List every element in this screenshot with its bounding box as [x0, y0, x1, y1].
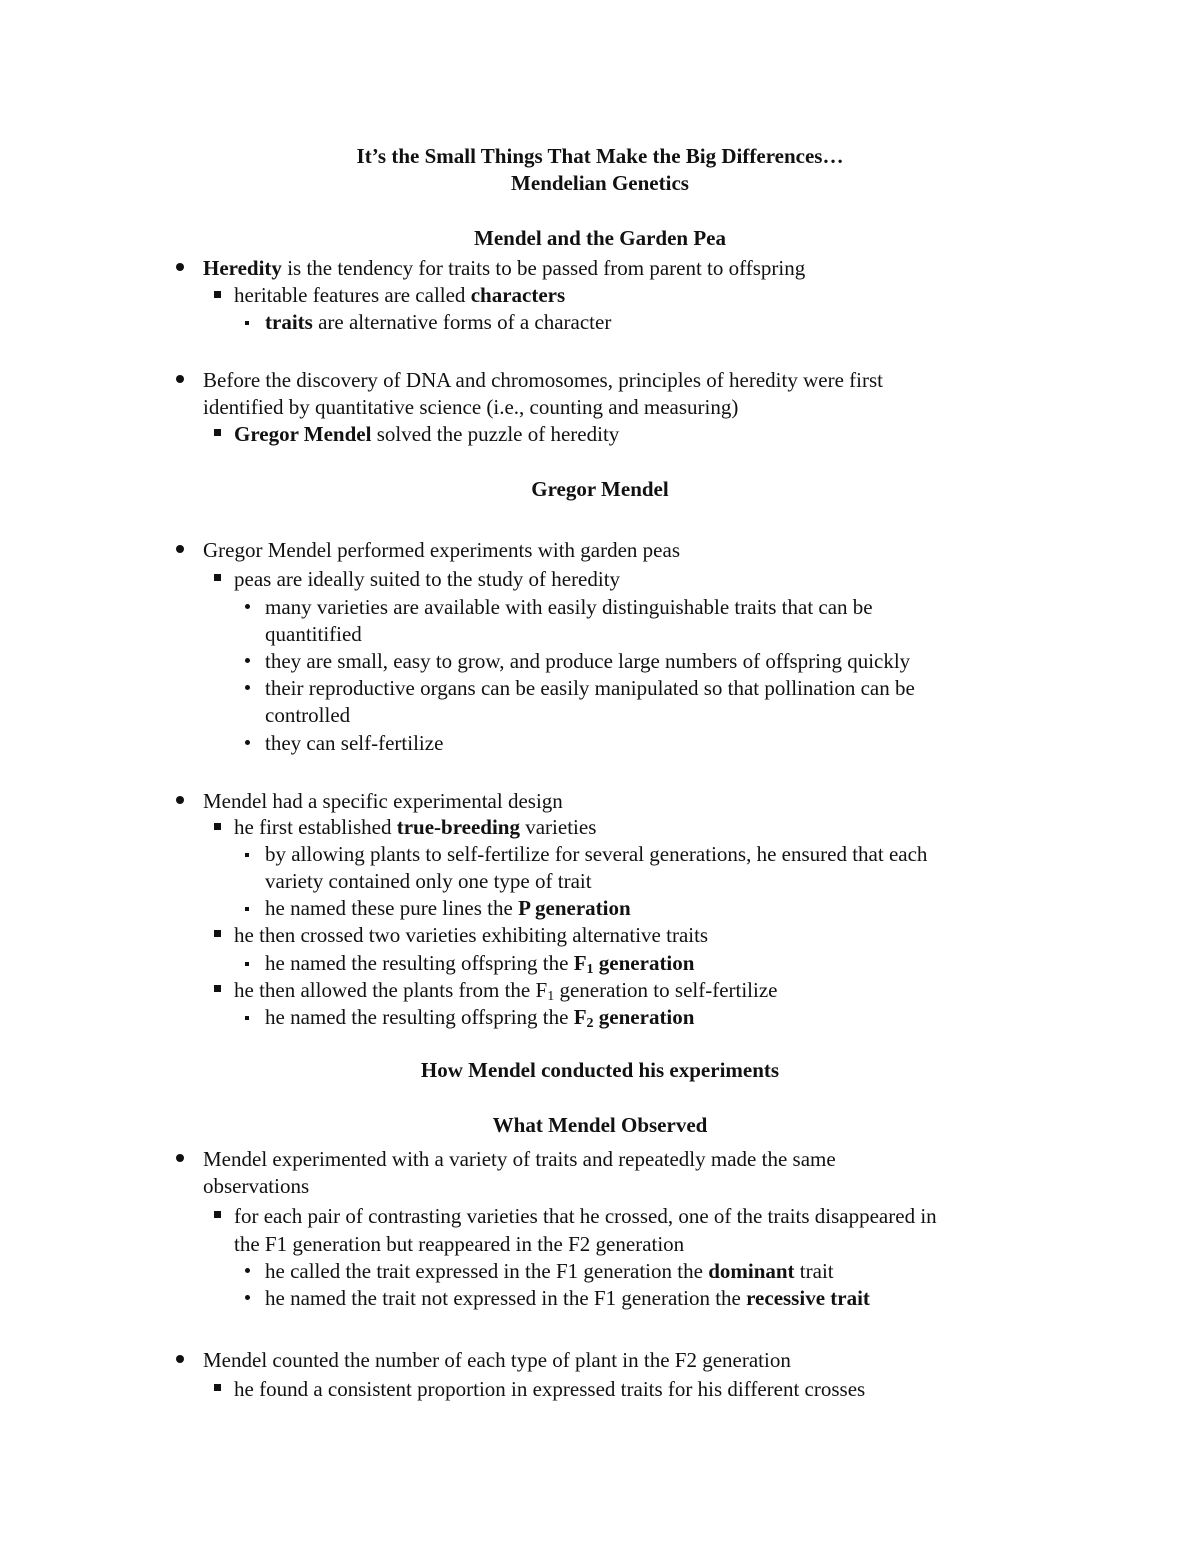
list-item: he then allowed the plants from the $F_1$ generation to self-fertilize — [234, 978, 778, 1004]
list-item-continuation: the F1 generation but reappeared in the F2 generation — [234, 1232, 685, 1256]
bullet-dot — [176, 545, 184, 553]
section-heading-what-mendel-observed: What Mendel Observed — [492, 1113, 708, 1137]
bullet-small-dot — [245, 1268, 250, 1273]
bullet-square — [214, 930, 221, 937]
list-item: he named the trait not expressed in the F1 generation the recessive trait — [265, 1286, 870, 1310]
bullet-square — [214, 574, 221, 581]
list-item: he found a consistent proportion in expressed traits for his different crosses — [234, 1377, 866, 1401]
document-title: It’s the Small Things That Make the Big Differences… — [356, 144, 844, 168]
section-heading-mendel-garden-pea: Mendel and the Garden Pea — [474, 226, 726, 250]
list-item: peas are ideally suited to the study of heredity — [234, 567, 621, 591]
list-item-continuation: observations — [203, 1174, 310, 1198]
bullet-square — [214, 291, 221, 298]
list-item: heritable features are called characters — [234, 283, 566, 307]
bullet-dot — [176, 796, 184, 804]
list-item-continuation: variety contained only one type of trait — [265, 869, 592, 893]
bullet-square — [214, 429, 221, 436]
list-item: traits are alternative forms of a character — [265, 310, 612, 334]
bullet-dot — [176, 1355, 184, 1363]
list-item: he named the resulting offspring the $F_1$ generation — [265, 951, 695, 977]
bullet-small-square — [245, 853, 249, 857]
list-item: Gregor Mendel performed experiments with garden peas — [203, 538, 680, 562]
list-item: he named these pure lines the P generation — [265, 896, 631, 920]
bullet-small-dot — [245, 685, 250, 690]
list-item: Mendel counted the number of each type of plant in the F2 generation — [203, 1348, 791, 1372]
list-item: many varieties are available with easily distinguishable traits that can be — [265, 595, 873, 619]
list-item: Gregor Mendel solved the puzzle of heredity — [234, 422, 620, 446]
bullet-square — [214, 985, 221, 992]
bullet-small-dot — [245, 740, 250, 745]
list-item-continuation: identified by quantitative science (i.e., counting and measuring) — [203, 395, 739, 419]
bullet-square — [214, 823, 221, 830]
bullet-square — [214, 1211, 221, 1218]
bullet-small-square — [245, 962, 249, 966]
list-item: their reproductive organs can be easily manipulated so that pollination can be — [265, 676, 915, 700]
list-item-continuation: quantitified — [265, 622, 362, 646]
document-subtitle: Mendelian Genetics — [511, 171, 689, 195]
list-item: Before the discovery of DNA and chromosomes, principles of heredity were first — [203, 368, 883, 392]
bullet-small-dot — [245, 604, 250, 609]
list-item: they can self-fertilize — [265, 731, 444, 755]
list-item: he first established true-breeding varieties — [234, 815, 597, 839]
list-item: by allowing plants to self-fertilize for several generations, he ensured that each — [265, 842, 928, 866]
list-item: he named the resulting offspring the $F_2$ generation — [265, 1005, 695, 1031]
bullet-small-square — [245, 321, 249, 325]
bullet-dot — [176, 375, 184, 383]
bullet-small-dot — [245, 658, 250, 663]
bullet-small-dot — [245, 1295, 250, 1300]
bullet-dot — [176, 1154, 184, 1162]
bullet-small-square — [245, 907, 249, 911]
bullet-small-square — [245, 1016, 249, 1020]
bullet-dot — [176, 263, 184, 271]
list-item: they are small, easy to grow, and produce large numbers of offspring quickly — [265, 649, 911, 673]
list-item: Heredity is the tendency for traits to be passed from parent to offspring — [203, 256, 806, 280]
list-item: for each pair of contrasting varieties that he crossed, one of the traits disappeared in — [234, 1204, 937, 1228]
list-item: he called the trait expressed in the F1 generation the dominant trait — [265, 1259, 834, 1283]
bullet-square — [214, 1384, 221, 1391]
section-heading-gregor-mendel: Gregor Mendel — [531, 477, 669, 501]
list-item: Mendel had a specific experimental design — [203, 789, 563, 813]
list-item: Mendel experimented with a variety of traits and repeatedly made the same — [203, 1147, 836, 1171]
list-item: he then crossed two varieties exhibiting alternative traits — [234, 923, 709, 947]
section-heading-how-mendel-conducted: How Mendel conducted his experiments — [420, 1058, 780, 1082]
list-item-continuation: controlled — [265, 703, 351, 727]
